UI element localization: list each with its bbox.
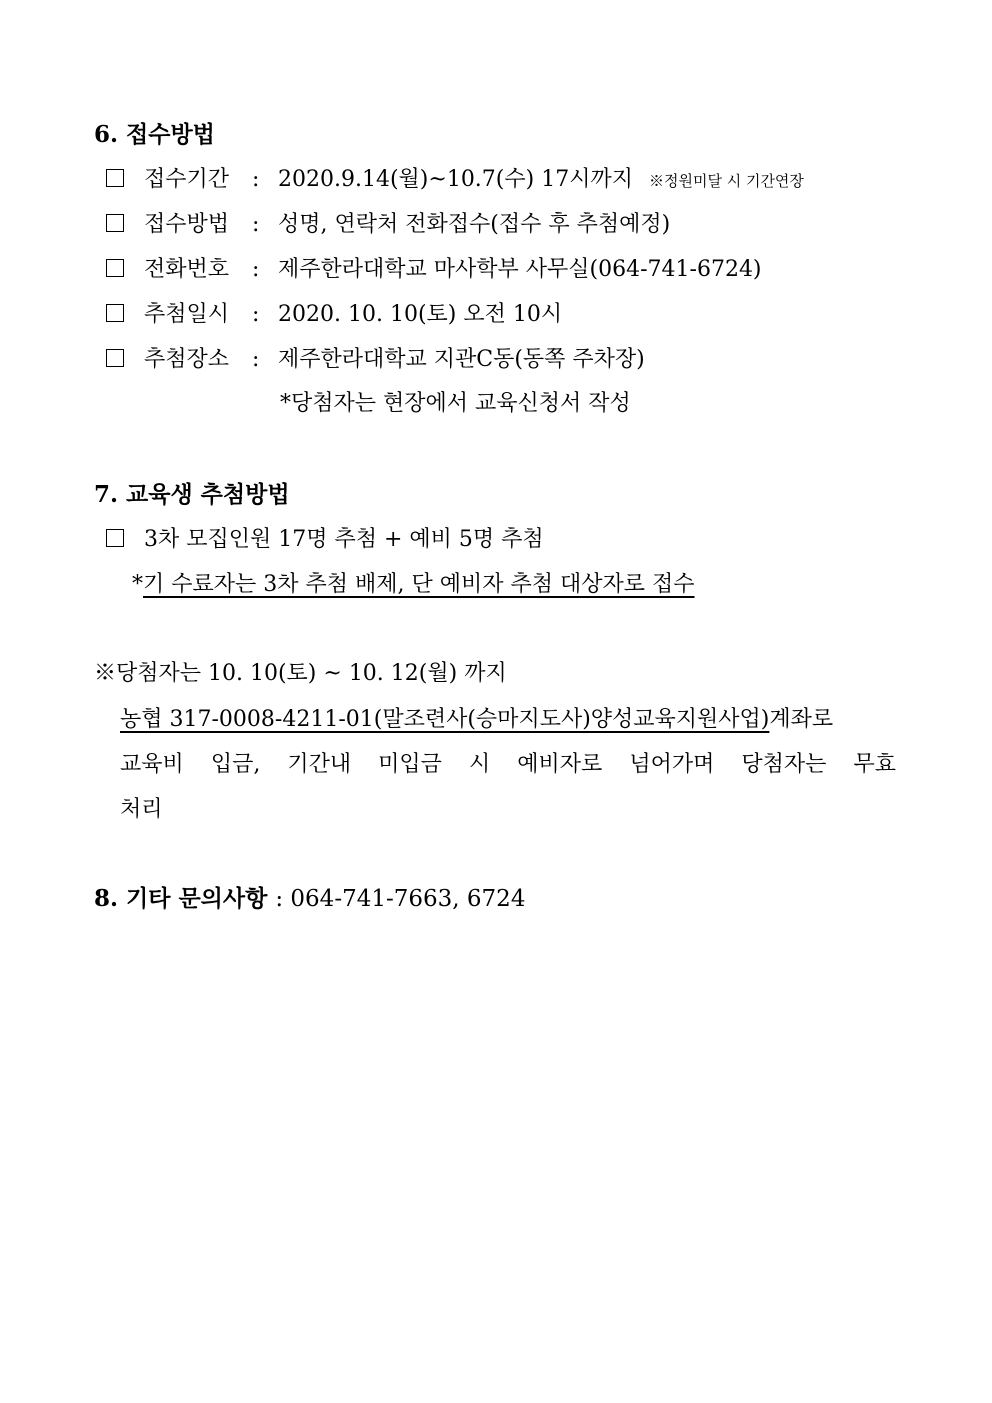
intake-period-value: 2020.9.14(월)~10.7(수) 17시까지: [278, 167, 633, 192]
section-8-title: 8. 기타 문의사항: [94, 885, 268, 912]
section-7-heading: 7. 교육생 추첨방법: [94, 481, 290, 508]
bank-account-text: 농협 317-0008-4211-01(말조련사(승마지도사)양성교육지원사업): [120, 707, 770, 732]
recruit-count-row: [106, 522, 544, 553]
draw-date-row: [106, 297, 562, 328]
winner-form-footnote: *당첨자는 현장에서 교육신청서 작성: [280, 391, 631, 416]
payment-period-line: ※당첨자는 10. 10(토) ~ 10. 12(월) 까지: [94, 661, 507, 686]
checkbox-square-icon: [106, 529, 124, 547]
colon: :: [252, 347, 260, 372]
word: 당첨자는: [741, 752, 827, 777]
checkbox-square-icon: [106, 259, 124, 277]
bank-account-line: [120, 702, 833, 733]
word: 시: [468, 752, 491, 777]
colon: :: [252, 257, 260, 282]
word: 교육비: [120, 752, 184, 777]
checkbox-square-icon: [106, 304, 124, 322]
payment-condition-line: [120, 747, 896, 778]
inquiry-phone: : 064-741-7663, 6724: [275, 886, 526, 912]
note-star: *: [132, 572, 143, 597]
colon: :: [252, 302, 260, 327]
intake-method-row: [106, 207, 670, 238]
draw-location-value: 제주한라대학교 지관C동(동쪽 주차장): [278, 347, 645, 372]
intake-method-value: 성명, 연락처 전화접수(접수 후 추첨예정): [278, 212, 671, 237]
graduate-exclusion-text: 기 수료자는 3차 추첨 배제, 단 예비자 추첨 대상자로 접수: [143, 572, 695, 597]
phone-number-label: 전화번호: [144, 257, 230, 282]
graduate-exclusion-note: [132, 567, 694, 598]
checkbox-square-icon: [106, 214, 124, 232]
intake-period-row: [106, 162, 804, 193]
word: 넘어가며: [629, 752, 715, 777]
draw-location-label: 추첨장소: [144, 347, 230, 372]
checkbox-square-icon: [106, 349, 124, 367]
bank-account-suffix: 계좌로: [769, 707, 834, 732]
intake-period-label: 접수기간: [144, 167, 230, 192]
draw-location-row: [106, 342, 645, 373]
section-8-heading: [94, 880, 525, 913]
colon: :: [252, 167, 260, 192]
word: 입금,: [210, 752, 261, 777]
colon: :: [252, 212, 260, 237]
draw-date-value: 2020. 10. 10(토) 오전 10시: [278, 302, 563, 327]
word: 예비자로: [517, 752, 603, 777]
payment-condition-end: 처리: [120, 797, 163, 822]
word: 무효: [853, 752, 896, 777]
word: 기간내: [287, 752, 352, 777]
recruit-count-value: 3차 모집인원 17명 추첨 + 예비 5명 추첨: [144, 527, 544, 552]
phone-number-row: [106, 252, 762, 283]
phone-number-value: 제주한라대학교 마사학부 사무실(064-741-6724): [278, 257, 762, 282]
word: 미입금: [378, 752, 442, 777]
draw-date-label: 추첨일시: [144, 302, 230, 327]
intake-period-note: ※정원미달 시 기간연장: [648, 172, 804, 190]
checkbox-square-icon: [106, 169, 124, 187]
section-6-heading: 6. 접수방법: [94, 121, 215, 148]
intake-method-label: 접수방법: [144, 212, 230, 237]
